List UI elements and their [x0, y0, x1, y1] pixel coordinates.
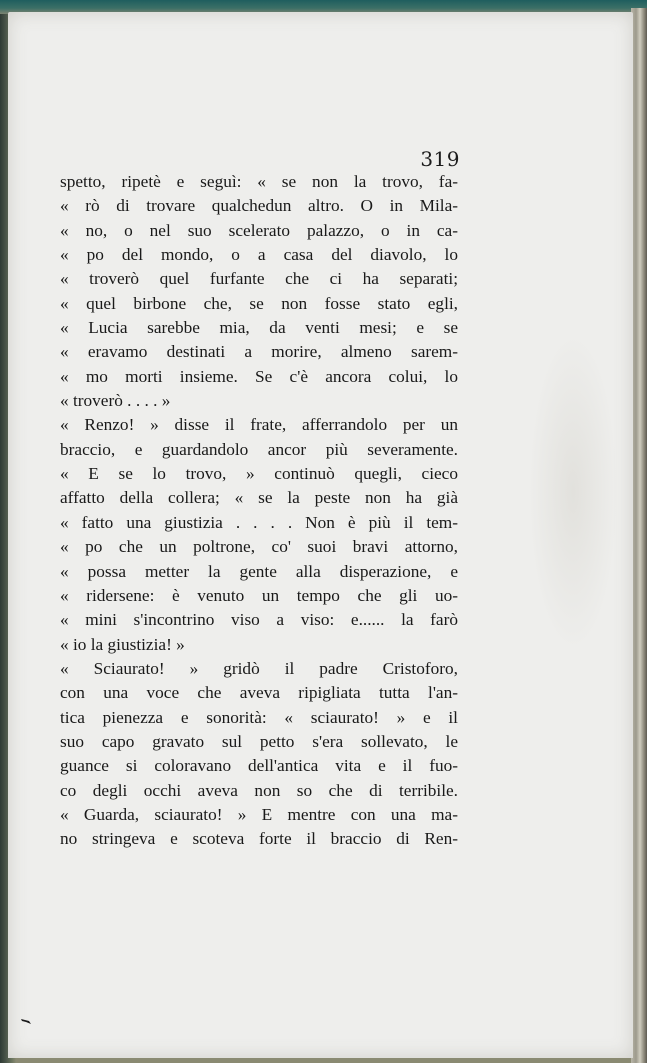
text-line: « fatto una giustizia . . . . Non è più il tem- — [60, 512, 458, 532]
text-line: « possa metter la gente alla disperazione, e — [60, 561, 458, 581]
text-line: « troverò quel furfante che ci ha separati; — [60, 269, 458, 289]
text-line: braccio, e guardandolo ancor più severamente. — [60, 439, 458, 459]
text-line: spetto, ripetè e seguì: « se non la trovo, fa- — [60, 172, 458, 191]
text-line: « mo morti insieme. Se c'è ancora colui, lo — [60, 366, 458, 386]
text-line: « ridersene: è venuto un tempo che gli uo- — [60, 585, 458, 605]
text-line: « E se lo trovo, » continuò quegli, cieco — [60, 464, 458, 484]
text-line: no stringeva e scoteva forte il braccio di Ren- — [60, 829, 458, 849]
text-line: con una voce che aveva ripigliata tutta l'an- — [60, 683, 458, 703]
text-line: « po che un poltrone, co' suoi bravi attorno, — [60, 537, 458, 557]
text-line: guance si coloravano dell'antica vita e il fuo- — [60, 756, 458, 776]
text-line: « Renzo! » disse il frate, afferrandolo per un — [60, 415, 458, 435]
show-through-shadow — [528, 332, 618, 652]
text-line: co degli occhi aveva non so che di terribile. — [60, 780, 458, 800]
text-line: « Guarda, sciaurato! » E mentre con una ma- — [60, 804, 458, 824]
page-fore-edge — [631, 8, 647, 1063]
text-line: « troverò . . . . » — [60, 391, 171, 411]
text-line: tica pienezza e sonorità: « sciaurato! » e il — [60, 707, 458, 727]
ink-mark-icon — [20, 1017, 32, 1025]
text-line: « quel birbone che, se non fosse stato egli, — [60, 293, 458, 313]
text-line: « Sciaurato! » gridò il padre Cristoforo, — [60, 658, 458, 678]
text-line: « Lucia sarebbe mia, da venti mesi; e se — [60, 318, 458, 338]
text-line: « no, o nel suo scelerato palazzo, o in ca- — [60, 220, 458, 240]
page-text — [60, 170, 458, 852]
text-line: suo capo gravato sul petto s'era sollevato, le — [60, 731, 458, 751]
text-line: « po del mondo, o a casa del diavolo, lo — [60, 245, 458, 265]
text-line: « io la giustizia! » — [60, 634, 185, 654]
text-line: « eravamo destinati a morire, almeno sarem- — [60, 342, 458, 362]
page-number: 319 — [420, 147, 460, 171]
text-line: « mini s'incontrino viso a viso: e...... la farò — [60, 610, 458, 630]
text-line: affatto della collera; « se la peste non ha già — [60, 488, 458, 508]
text-line: « rò di trovare qualchedun altro. O in Mila- — [60, 196, 458, 216]
